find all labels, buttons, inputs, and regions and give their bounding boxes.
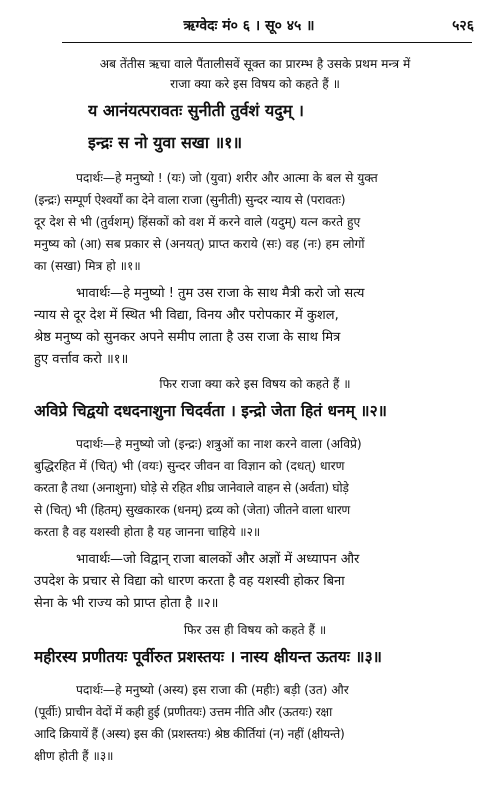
mantra-3: महीरस्य प्रणीतयः पूर्वीरुत प्रशस्तयः । नास्य क्षीयन्त ऊतयः ॥३॥ (34, 648, 382, 666)
running-header (0, 14, 498, 38)
page-number: ५२६ (452, 18, 474, 34)
bhavartha-1-line-1: भावार्थः—हे मनुष्यो ! तुम उस राजा के साथ मैत्री करो जो सत्य (76, 286, 365, 301)
intro-line-2: राजा क्या करे इस विषय को कहते हैं ॥ (170, 77, 340, 91)
bhavartha-1-line-2: न्याय से दूर देश में स्थित भी विद्या, विनय और परोपकार में कुशल, (34, 308, 339, 323)
padartha-3-line-4: क्षीण होती हैं ॥३॥ (34, 749, 114, 763)
bhavartha-1-line-4: हुए वर्त्ताव करो ॥१॥ (34, 352, 129, 367)
padartha-1-line-4: मनुष्य को (आ) सब प्रकार से (अनयत्) प्राप्त कराये (सः) वह (नः) हम लोगों (34, 237, 365, 251)
bhavartha-2-line-3: सेना के भी राज्य को प्राप्त होता है ॥२॥ (34, 596, 219, 611)
mantra-2: अविप्रे चिद्वयो दधदनाशुना चिदर्वता । इन्द्रो जेता हितं धनम् ॥२॥ (34, 402, 387, 420)
padartha-2-line-4: से (चित्) भी (हितम्) सुखकारक (धनम्) द्रव्य को (जेता) जीतने वाला धारण (34, 503, 350, 517)
mantra-1-line-2: इन्द्रः स नो युवा सखा ॥१॥ (88, 133, 243, 152)
padartha-3-line-3: आदि क्रियायें हैं (अस्य) इस की (प्रशस्तयः) श्रेष्ठ कीर्तियां (न) नहीं (क्षीयन्ते) (34, 727, 345, 741)
padartha-2-line-2: बुद्धिरहित में (चित्) भी (वयः) सुन्दर जीवन वा विज्ञान को (दधत्) धारण (34, 459, 345, 473)
mantra-1-line-1: य आनंयत्परावतः सुनीती तुर्वशं यदुम् । (88, 101, 304, 120)
padartha-1-line-2: (इन्द्रः) सम्पूर्ण ऐश्वर्यों का देने वाला राजा (सुनीती) सुन्दर न्याय से (परावतः) (34, 193, 346, 207)
intro-2: फिर राजा क्या करे इस विषय को कहते हैं ॥ (159, 377, 351, 391)
intro-line-1: अब तेंतीस ऋचा वाले पैंतालीसवें सूक्त का प्रारम्भ है उसके प्रथम मन्त्र में (99, 57, 411, 71)
padartha-3-line-1: पदार्थः—हे मनुष्यो (अस्य) इस राजा की (महीः) बड़ी (उत) और (76, 683, 349, 697)
header-title: ऋग्वेदः मं० ६ । सू० ४५ ॥ (183, 18, 315, 34)
padartha-2-line-5: करता है वह यशस्वी होता है यह जानना चाहिये ॥२॥ (34, 525, 261, 539)
bhavartha-2-line-2: उपदेश के प्रचार से विद्या को धारण करता है वह यशस्वी होकर बिना (34, 574, 345, 589)
padartha-1-line-3: दूर देश से भी (तुर्वशम्) हिंसकों को वश में करने वाले (यदुम्) यत्न करते हुए (34, 215, 361, 229)
padartha-2-line-1: पदार्थः—हे मनुष्यो जो (इन्द्रः) शत्रुओं का नाश करने वाला (अविप्रे) (76, 437, 362, 451)
bhavartha-2-line-1: भावार्थः—जो विद्वान् राजा बालकों और अज्ञों में अध्यापन और (76, 552, 360, 567)
padartha-3-line-2: (पूर्वीः) प्राचीन वेदों में कही हुई (प्रणीतयः) उत्तम नीति और (ऊतयः) रक्षा (34, 705, 333, 719)
bhavartha-1-line-3: श्रेष्ठ मनुष्य को सुनकर अपने समीप लाता है उस राजा के साथ मित्र (34, 330, 341, 345)
padartha-1-line-5: का (सखा) मित्र हो ॥१॥ (34, 259, 141, 273)
padartha-2-line-3: करता है तथा (अनाशुना) घोड़े से रहित शीघ्र जानेवाले वाहन से (अर्वता) घोड़े (34, 481, 349, 495)
padartha-1-line-1: पदार्थः—हे मनुष्यो ! (यः) जो (युवा) शरीर और आत्मा के बल से युक्त (76, 171, 378, 185)
intro-3: फिर उस ही विषय को कहते हैं ॥ (183, 623, 327, 637)
header-rule (62, 42, 472, 43)
